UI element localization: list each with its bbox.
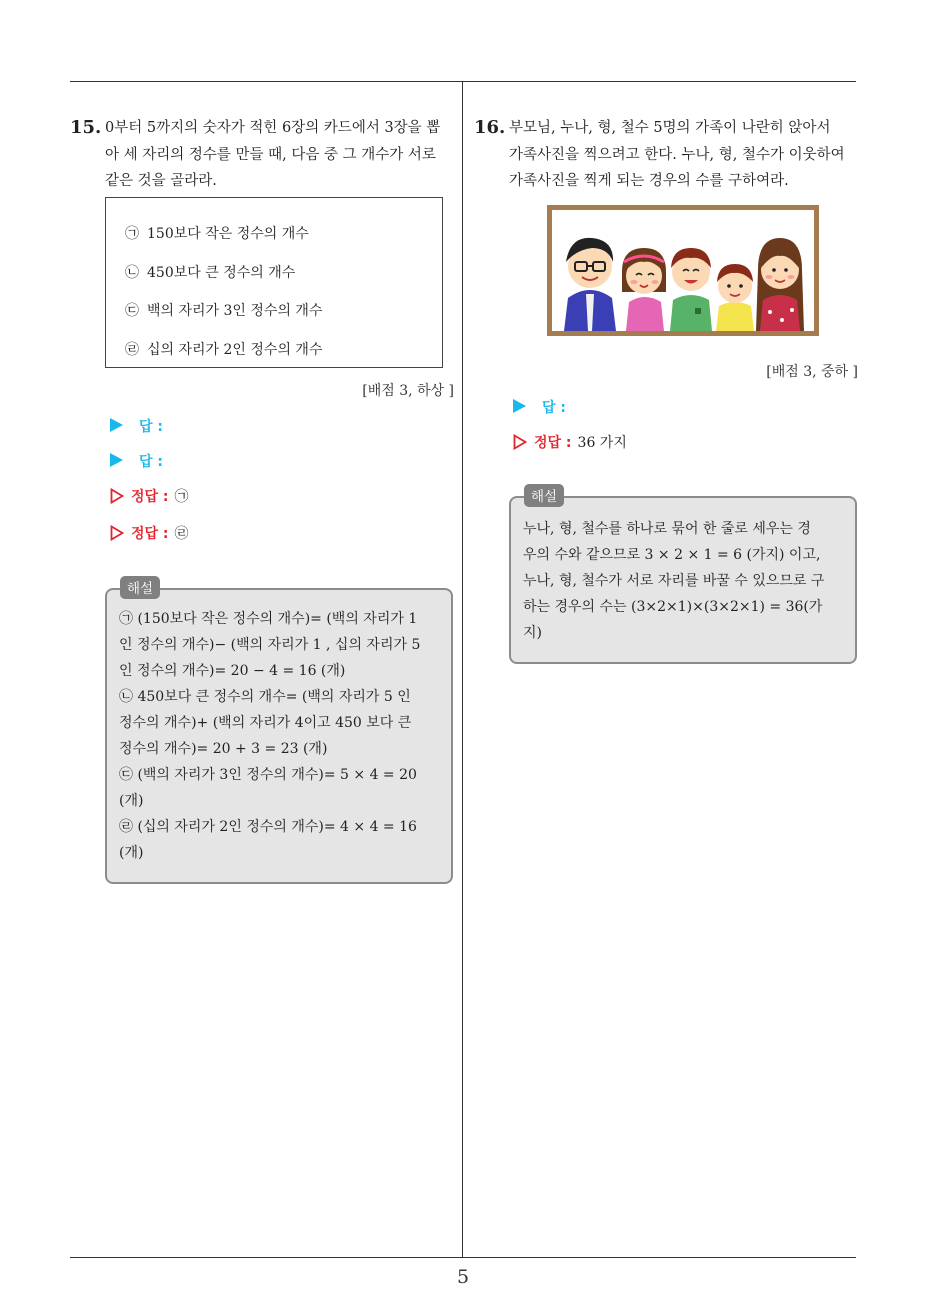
choice-text: 백의 자리가 3인 정수의 개수: [147, 303, 323, 319]
answer-label: 답 :: [139, 419, 163, 435]
choice-marker: ㉣: [125, 342, 139, 358]
question-16-line: 가족사진을 찍게 되는 경우의 수를 구하여라.: [509, 173, 789, 189]
brother-figure: [670, 248, 712, 331]
choice-text: 십의 자리가 2인 정수의 개수: [147, 342, 323, 358]
play-triangle-icon: [513, 399, 526, 413]
solution-line: (개): [119, 845, 144, 861]
choice-item: [124, 262, 295, 282]
answer-row: [110, 451, 163, 471]
answer-label: 답 :: [542, 400, 566, 416]
family-photo-image: [547, 205, 819, 336]
footer-rule: [70, 1257, 856, 1258]
question-15-number: 15.: [70, 117, 102, 138]
question-16-score: [배점 3, 중하 ]: [766, 364, 858, 380]
solution-line: 하는 경우의 수는 (3×2×1)×(3×2×1) = 36(가: [523, 599, 823, 615]
key-answer-value: ㉠: [174, 489, 189, 505]
choice-text: 450보다 큰 정수의 개수: [147, 265, 296, 281]
page-number: 5: [456, 1266, 470, 1288]
solution-line: 누나, 형, 철수가 서로 자리를 바꿀 수 있으므로 구: [523, 573, 825, 589]
key-answer-row: [110, 523, 189, 543]
outline-triangle-icon: [110, 525, 124, 541]
solution-line: 우의 수와 같으므로 3 × 2 × 1 = 6 (가지) 이고,: [523, 547, 821, 563]
solution-line: 인 정수의 개수)− (백의 자리가 1 , 십의 자리가 5: [119, 637, 421, 653]
key-answer-label: 정답 :: [131, 526, 169, 542]
header-rule: [70, 81, 856, 82]
question-15-choices-box: [105, 197, 443, 368]
sister-figure: [622, 248, 666, 331]
family-illustration: [552, 210, 814, 331]
mother-figure: [756, 238, 804, 331]
outline-triangle-icon: [110, 488, 124, 504]
solution-tag: 해설: [120, 576, 160, 599]
choice-item: [124, 300, 322, 320]
key-answer-value: ㉣: [174, 526, 189, 542]
father-figure: [564, 238, 616, 331]
question-16-line: 부모님, 누나, 형, 철수 5명의 가족이 나란히 앉아서: [509, 120, 831, 136]
question-15-line: 같은 것을 골라라.: [105, 173, 217, 189]
choice-marker: ㉢: [125, 303, 139, 319]
key-answer-label: 정답 :: [534, 435, 572, 451]
solution-line: ㉡ 450보다 큰 정수의 개수= (백의 자리가 5 인: [119, 689, 411, 705]
key-answer-label: 정답 :: [131, 489, 169, 505]
solution-line: ㉠ (150보다 작은 정수의 개수)= (백의 자리가 1: [119, 611, 418, 627]
choice-marker: ㉡: [125, 265, 139, 281]
solution-line: 정수의 개수)= 20 + 3 = 23 (개): [119, 741, 328, 757]
question-15-line: 0부터 5까지의 숫자가 적힌 6장의 카드에서 3장을 뽑: [105, 120, 441, 136]
outline-triangle-icon: [513, 434, 527, 450]
solution-line: 인 정수의 개수)= 20 − 4 = 16 (개): [119, 663, 346, 679]
key-answer-row: [110, 486, 189, 506]
answer-row: [110, 416, 163, 436]
cheolsu-figure: [716, 264, 754, 331]
solution-line: ㉢ (백의 자리가 3인 정수의 개수)= 5 × 4 = 20: [119, 767, 417, 783]
question-15-score: [배점 3, 하상 ]: [362, 383, 454, 399]
choice-item: [124, 223, 309, 243]
answer-row: [513, 397, 566, 417]
question-16-text: [509, 115, 861, 195]
solution-line: (개): [119, 793, 144, 809]
choice-marker: ㉠: [125, 226, 139, 242]
question-16-solution-box: [509, 496, 857, 664]
question-16-number: 16.: [474, 117, 506, 138]
solution-line: 정수의 개수)+ (백의 자리가 4이고 450 보다 큰: [119, 715, 412, 731]
play-triangle-icon: [110, 453, 123, 467]
solution-tag: 해설: [524, 484, 564, 507]
solution-line: 누나, 형, 철수를 하나로 묶어 한 줄로 세우는 경: [523, 521, 811, 537]
solution-line: 지): [523, 625, 542, 641]
play-triangle-icon: [110, 418, 123, 432]
answer-label: 답 :: [139, 454, 163, 470]
question-15-text: [105, 115, 457, 195]
choice-text: 150보다 작은 정수의 개수: [147, 226, 309, 242]
key-answer-row: [513, 432, 627, 452]
question-16-line: 가족사진을 찍으려고 한다. 누나, 형, 철수가 이웃하여: [509, 146, 845, 163]
column-divider: [462, 82, 463, 1258]
question-15-solution-box: [105, 588, 453, 884]
question-15-line: 아 세 자리의 정수를 만들 때, 다음 중 그 개수가 서로: [105, 146, 436, 163]
key-answer-value: 36 가지: [577, 435, 627, 451]
solution-line: ㉣ (십의 자리가 2인 정수의 개수)= 4 × 4 = 16: [119, 819, 417, 835]
choice-item: [124, 339, 322, 359]
